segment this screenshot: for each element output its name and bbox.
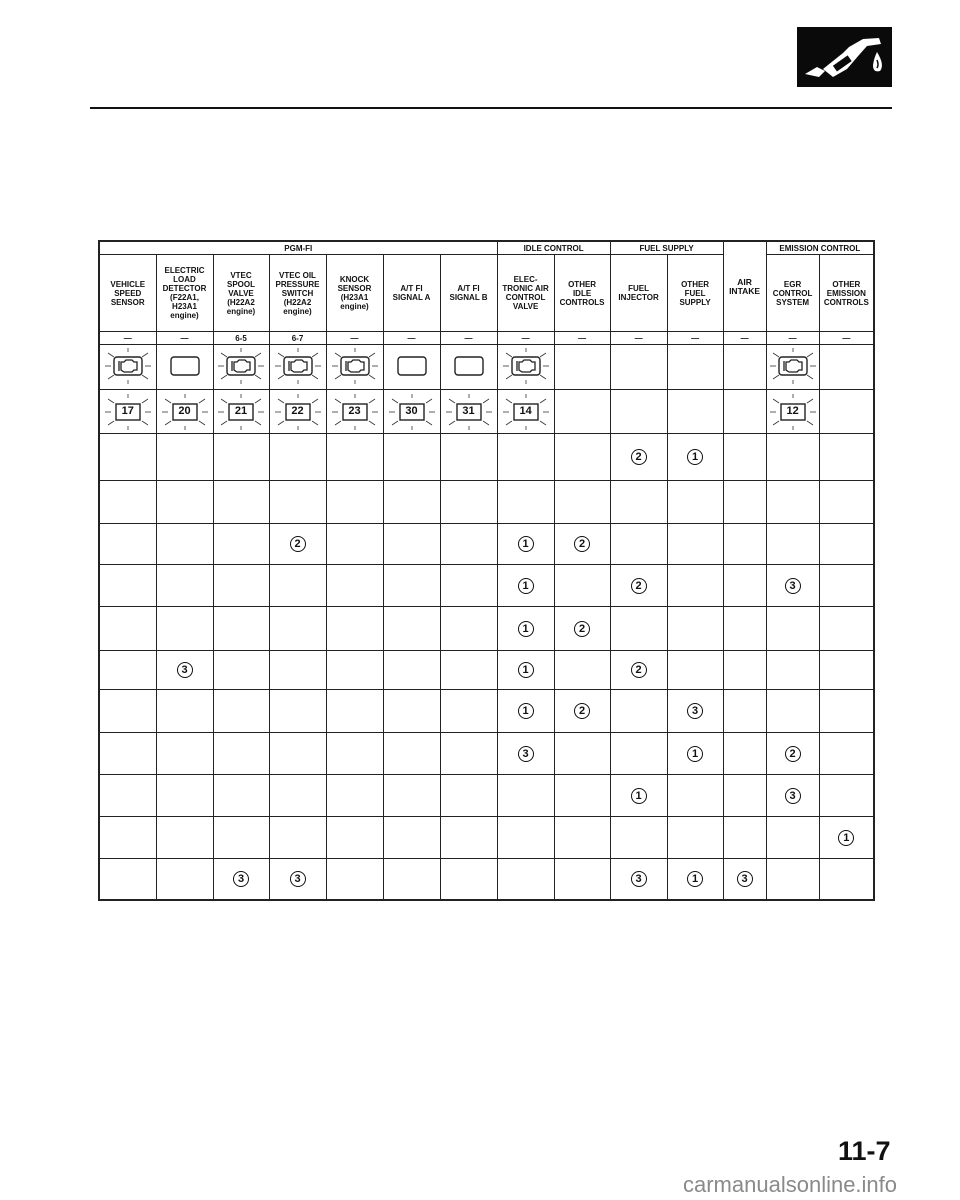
mil-off-icon	[388, 347, 436, 385]
symptom-cell	[610, 524, 667, 565]
group-header: PGM-FI	[99, 241, 497, 255]
symptom-row	[99, 434, 874, 481]
priority-number: 1	[518, 536, 534, 552]
symptom-cell	[497, 859, 554, 901]
symptom-cell	[383, 775, 440, 817]
mil-cell	[554, 345, 610, 390]
symptom-cell	[326, 434, 383, 481]
symptom-cell	[156, 524, 213, 565]
symptom-cell	[723, 775, 766, 817]
symptom-cell	[326, 565, 383, 607]
dtc-code: 30	[405, 405, 418, 417]
symptom-cell	[156, 690, 213, 733]
priority-number: 3	[290, 871, 306, 887]
symptom-row	[99, 651, 874, 690]
symptom-cell	[723, 690, 766, 733]
mil-indicator-row	[99, 345, 874, 390]
symptom-cell	[819, 690, 874, 733]
header-rule	[90, 107, 892, 109]
symptom-cell	[819, 434, 874, 481]
symptom-cell	[554, 775, 610, 817]
priority-number: 1	[687, 449, 703, 465]
symptom-cell	[156, 817, 213, 859]
symptom-cell	[766, 651, 819, 690]
symptom-cell	[213, 775, 269, 817]
mil-flashing-icon	[104, 347, 152, 385]
mil-flashing-icon	[502, 347, 550, 385]
symptom-cell	[497, 733, 554, 775]
symptom-cell	[326, 481, 383, 524]
priority-number: 3	[631, 871, 647, 887]
symptom-cell	[326, 607, 383, 651]
troubleshooting-table	[98, 240, 875, 901]
mil-cell	[440, 345, 497, 390]
symptom-cell	[99, 775, 156, 817]
blinking-code-icon	[217, 393, 265, 431]
symptom-cell	[554, 733, 610, 775]
dtc-cell	[497, 390, 554, 434]
symptom-cell	[99, 733, 156, 775]
column-header: VTEC OIL PRESSURE SWITCH (H22A2 engine)	[269, 255, 326, 332]
symptom-cell	[723, 434, 766, 481]
column-header: VEHICLE SPEED SENSOR	[99, 255, 156, 332]
symptom-cell	[99, 607, 156, 651]
symptom-cell	[156, 775, 213, 817]
symptom-cell	[440, 733, 497, 775]
mil-cell	[819, 345, 874, 390]
symptom-cell	[723, 817, 766, 859]
symptom-cell	[269, 481, 326, 524]
group-header: AIR INTAKE	[723, 241, 766, 332]
symptom-cell	[819, 607, 874, 651]
column-header: OTHER IDLE CONTROLS	[554, 255, 610, 332]
symptom-cell	[99, 651, 156, 690]
symptom-cell	[723, 481, 766, 524]
symptom-cell	[667, 481, 723, 524]
mil-flashing-icon	[274, 347, 322, 385]
blinking-code-icon	[769, 393, 817, 431]
dtc-cell	[440, 390, 497, 434]
symptom-cell	[383, 690, 440, 733]
dtc-cell	[156, 390, 213, 434]
page-reference: —	[156, 332, 213, 345]
symptom-cell	[440, 651, 497, 690]
priority-number: 2	[574, 536, 590, 552]
page-reference: —	[610, 332, 667, 345]
mil-off-icon	[161, 347, 209, 385]
priority-number: 3	[233, 871, 249, 887]
dtc-cell	[269, 390, 326, 434]
watermark: carmanualsonline.info	[683, 1172, 898, 1197]
symptom-cell	[269, 651, 326, 690]
priority-number: 3	[687, 703, 703, 719]
page-reference: —	[723, 332, 766, 345]
mil-cell	[610, 345, 667, 390]
dtc-cell	[766, 390, 819, 434]
symptom-row	[99, 859, 874, 901]
symptom-cell	[383, 434, 440, 481]
symptom-cell	[383, 859, 440, 901]
priority-number: 1	[838, 830, 854, 846]
blinking-code-icon	[104, 393, 152, 431]
symptom-cell	[554, 817, 610, 859]
symptom-cell	[213, 733, 269, 775]
mil-cell	[269, 345, 326, 390]
mil-cell	[766, 345, 819, 390]
symptom-cell	[667, 524, 723, 565]
symptom-cell	[383, 524, 440, 565]
symptom-cell	[554, 524, 610, 565]
symptom-cell	[610, 690, 667, 733]
symptom-cell	[440, 859, 497, 901]
symptom-cell	[554, 690, 610, 733]
symptom-cell	[156, 607, 213, 651]
symptom-cell	[766, 607, 819, 651]
page-reference: —	[554, 332, 610, 345]
priority-number: 1	[518, 703, 534, 719]
symptom-cell	[667, 733, 723, 775]
page-reference: 6-7	[269, 332, 326, 345]
dtc-cell	[554, 390, 610, 434]
dtc-code: 12	[786, 405, 799, 417]
page-reference-row	[99, 332, 874, 345]
symptom-row	[99, 565, 874, 607]
priority-number: 3	[737, 871, 753, 887]
blinking-code-icon	[274, 393, 322, 431]
symptom-cell	[213, 481, 269, 524]
priority-number: 1	[687, 746, 703, 762]
page-reference: —	[440, 332, 497, 345]
column-header: KNOCK SENSOR (H23A1 engine)	[326, 255, 383, 332]
column-header: ELEC- TRONIC AIR CONTROL VALVE	[497, 255, 554, 332]
symptom-cell	[99, 817, 156, 859]
group-header: EMISSION CONTROL	[766, 241, 874, 255]
symptom-cell	[269, 690, 326, 733]
column-header: FUEL INJECTOR	[610, 255, 667, 332]
symptom-row	[99, 817, 874, 859]
symptom-cell	[766, 434, 819, 481]
symptom-cell	[610, 651, 667, 690]
symptom-cell	[766, 481, 819, 524]
mil-flashing-icon	[331, 347, 379, 385]
mil-cell	[326, 345, 383, 390]
column-header: A/T FI SIGNAL A	[383, 255, 440, 332]
page-reference: —	[99, 332, 156, 345]
symptom-row	[99, 524, 874, 565]
symptom-cell	[667, 651, 723, 690]
symptom-cell	[326, 733, 383, 775]
symptom-cell	[497, 434, 554, 481]
symptom-cell	[723, 651, 766, 690]
symptom-cell	[326, 817, 383, 859]
mil-cell	[156, 345, 213, 390]
symptom-cell	[819, 651, 874, 690]
symptom-cell	[667, 690, 723, 733]
mil-flashing-icon	[217, 347, 265, 385]
priority-number: 2	[631, 578, 647, 594]
priority-number: 3	[785, 578, 801, 594]
symptom-cell	[610, 481, 667, 524]
priority-number: 2	[785, 746, 801, 762]
mil-off-icon	[445, 347, 493, 385]
symptom-cell	[610, 817, 667, 859]
symptom-cell	[383, 607, 440, 651]
blinking-code-icon	[161, 393, 209, 431]
group-header: IDLE CONTROL	[497, 241, 610, 255]
symptom-cell	[497, 817, 554, 859]
dtc-cell	[723, 390, 766, 434]
column-header: OTHER FUEL SUPPLY	[667, 255, 723, 332]
symptom-cell	[383, 817, 440, 859]
symptom-cell	[213, 859, 269, 901]
mil-flashing-icon	[769, 347, 817, 385]
dtc-code: 21	[234, 405, 248, 417]
symptom-cell	[819, 565, 874, 607]
symptom-cell	[497, 481, 554, 524]
priority-number: 1	[687, 871, 703, 887]
page-reference: —	[326, 332, 383, 345]
blinking-code-icon	[331, 393, 379, 431]
symptom-cell	[554, 607, 610, 651]
priority-number: 2	[631, 449, 647, 465]
symptom-cell	[554, 651, 610, 690]
symptom-cell	[723, 859, 766, 901]
page-reference: —	[667, 332, 723, 345]
symptom-cell	[269, 434, 326, 481]
symptom-cell	[667, 817, 723, 859]
symptom-cell	[819, 481, 874, 524]
page-reference: —	[819, 332, 874, 345]
symptom-cell	[667, 607, 723, 651]
symptom-cell	[554, 565, 610, 607]
blinking-code-icon	[388, 393, 436, 431]
symptom-cell	[440, 817, 497, 859]
priority-number: 1	[518, 578, 534, 594]
priority-number: 2	[574, 621, 590, 637]
symptom-cell	[554, 434, 610, 481]
symptom-cell	[723, 565, 766, 607]
symptom-cell	[269, 607, 326, 651]
symptom-cell	[213, 524, 269, 565]
priority-number: 1	[631, 788, 647, 804]
symptom-cell	[99, 481, 156, 524]
symptom-row	[99, 775, 874, 817]
symptom-cell	[213, 565, 269, 607]
symptom-row	[99, 733, 874, 775]
symptom-cell	[497, 651, 554, 690]
symptom-cell	[819, 859, 874, 901]
symptom-cell	[723, 524, 766, 565]
symptom-cell	[99, 434, 156, 481]
symptom-cell	[667, 565, 723, 607]
symptom-cell	[269, 733, 326, 775]
symptom-cell	[383, 565, 440, 607]
symptom-cell	[326, 690, 383, 733]
page-reference: —	[766, 332, 819, 345]
symptom-cell	[766, 565, 819, 607]
symptom-cell	[766, 690, 819, 733]
symptom-cell	[269, 859, 326, 901]
symptom-cell	[440, 690, 497, 733]
symptom-row	[99, 481, 874, 524]
symptom-cell	[723, 733, 766, 775]
symptom-cell	[440, 481, 497, 524]
page-reference: 6-5	[213, 332, 269, 345]
symptom-cell	[766, 524, 819, 565]
mil-cell	[723, 345, 766, 390]
dtc-cell	[610, 390, 667, 434]
priority-number: 3	[785, 788, 801, 804]
page-number: 11-7	[838, 1136, 891, 1166]
symptom-cell	[497, 565, 554, 607]
symptom-cell	[99, 690, 156, 733]
symptom-cell	[819, 817, 874, 859]
symptom-cell	[610, 859, 667, 901]
symptom-cell	[554, 859, 610, 901]
column-header: A/T FI SIGNAL B	[440, 255, 497, 332]
symptom-cell	[440, 607, 497, 651]
priority-number: 1	[518, 621, 534, 637]
symptom-cell	[497, 690, 554, 733]
mil-cell	[99, 345, 156, 390]
symptom-cell	[156, 481, 213, 524]
symptom-cell	[610, 565, 667, 607]
dtc-cell	[326, 390, 383, 434]
priority-number: 3	[518, 746, 534, 762]
symptom-cell	[213, 651, 269, 690]
symptom-cell	[766, 733, 819, 775]
mil-cell	[383, 345, 440, 390]
symptom-cell	[610, 434, 667, 481]
symptom-cell	[213, 434, 269, 481]
priority-number: 2	[290, 536, 306, 552]
symptom-cell	[383, 481, 440, 524]
symptom-cell	[269, 524, 326, 565]
symptom-cell	[497, 524, 554, 565]
symptom-cell	[383, 651, 440, 690]
symptom-cell	[156, 434, 213, 481]
dtc-cell	[667, 390, 723, 434]
symptom-cell	[383, 733, 440, 775]
dtc-cell	[99, 390, 156, 434]
mil-cell	[213, 345, 269, 390]
symptom-cell	[99, 859, 156, 901]
column-header: EGR CONTROL SYSTEM	[766, 255, 819, 332]
priority-number: 3	[177, 662, 193, 678]
mil-cell	[667, 345, 723, 390]
symptom-cell	[326, 859, 383, 901]
blinking-code-icon	[502, 393, 550, 431]
symptom-row	[99, 690, 874, 733]
priority-number: 2	[631, 662, 647, 678]
symptom-cell	[610, 733, 667, 775]
column-header: ELECTRIC LOAD DETECTOR (F22A1, H23A1 engine)	[156, 255, 213, 332]
symptom-cell	[610, 775, 667, 817]
symptom-cell	[156, 651, 213, 690]
dtc-code-row	[99, 390, 874, 434]
dtc-cell	[213, 390, 269, 434]
column-header: OTHER EMISSION CONTROLS	[819, 255, 874, 332]
priority-number: 1	[518, 662, 534, 678]
symptom-cell	[269, 817, 326, 859]
dtc-code: 31	[462, 405, 475, 417]
symptom-row	[99, 607, 874, 651]
symptom-cell	[723, 607, 766, 651]
dtc-code: 14	[519, 405, 532, 417]
symptom-cell	[766, 775, 819, 817]
symptom-cell	[819, 733, 874, 775]
symptom-cell	[156, 565, 213, 607]
symptom-cell	[610, 607, 667, 651]
symptom-cell	[554, 481, 610, 524]
symptom-cell	[497, 775, 554, 817]
symptom-cell	[667, 859, 723, 901]
page-reference: —	[383, 332, 440, 345]
fuel-nozzle-icon	[797, 27, 892, 87]
symptom-cell	[766, 859, 819, 901]
symptom-cell	[326, 524, 383, 565]
symptom-cell	[440, 434, 497, 481]
page-reference: —	[497, 332, 554, 345]
dtc-cell	[819, 390, 874, 434]
symptom-cell	[213, 817, 269, 859]
symptom-cell	[156, 733, 213, 775]
symptom-cell	[213, 607, 269, 651]
dtc-cell	[383, 390, 440, 434]
symptom-cell	[440, 524, 497, 565]
symptom-cell	[326, 775, 383, 817]
symptom-cell	[99, 524, 156, 565]
group-header-row	[99, 241, 874, 255]
dtc-code: 22	[291, 405, 304, 417]
symptom-cell	[213, 690, 269, 733]
symptom-cell	[819, 524, 874, 565]
symptom-cell	[440, 775, 497, 817]
column-header: VTEC SPOOL VALVE (H22A2 engine)	[213, 255, 269, 332]
symptom-cell	[819, 775, 874, 817]
group-header: FUEL SUPPLY	[610, 241, 723, 255]
symptom-cell	[99, 565, 156, 607]
symptom-cell	[326, 651, 383, 690]
dtc-code: 23	[348, 405, 361, 417]
symptom-cell	[440, 565, 497, 607]
priority-number: 2	[574, 703, 590, 719]
mil-cell	[497, 345, 554, 390]
symptom-cell	[667, 775, 723, 817]
blinking-code-icon	[445, 393, 493, 431]
dtc-code: 20	[178, 405, 191, 417]
symptom-cell	[269, 565, 326, 607]
symptom-cell	[497, 607, 554, 651]
dtc-code: 17	[121, 405, 134, 417]
symptom-cell	[667, 434, 723, 481]
symptom-cell	[269, 775, 326, 817]
symptom-cell	[766, 817, 819, 859]
symptom-cell	[156, 859, 213, 901]
